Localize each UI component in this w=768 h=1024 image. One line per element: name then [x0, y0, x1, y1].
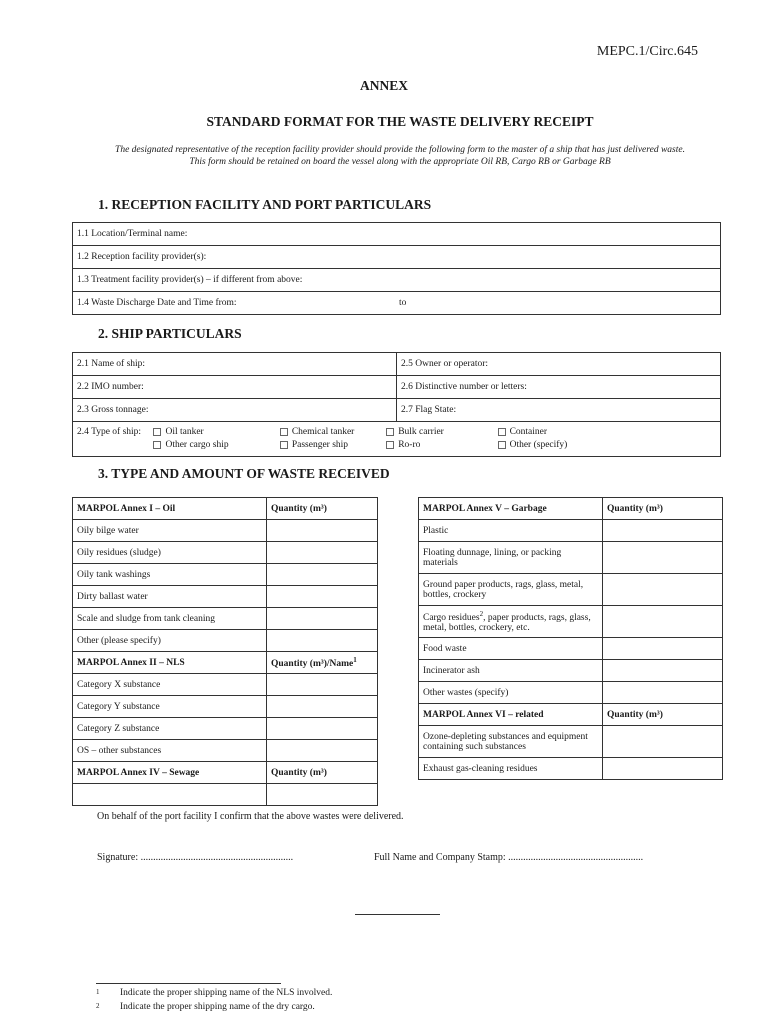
location-field[interactable]: 1.1 Location/Terminal name: [73, 223, 721, 246]
checkbox-icon[interactable] [498, 441, 506, 449]
waste-item: Category Z substance [73, 718, 267, 740]
oil-tanker-option[interactable]: Oil tanker [153, 427, 203, 437]
ship-particulars-table [72, 352, 721, 457]
waste-item: Ozone-depleting substances and equipment containing such substances [419, 726, 603, 758]
annex-6-heading: MARPOL Annex VI – related [419, 704, 603, 726]
waste-table-left [72, 497, 378, 806]
checkbox-icon[interactable] [498, 428, 506, 436]
quantity-cell[interactable] [267, 608, 378, 630]
quantity-cell[interactable] [267, 740, 378, 762]
reception-facility-table [72, 222, 721, 315]
intro-line-2: This form should be retained on board the vessel along with the appropriate Oil RB, Cargo RB or Garbage RB [189, 156, 611, 167]
checkbox-icon[interactable] [153, 441, 161, 449]
ro-ro-option[interactable]: Ro-ro [386, 440, 420, 450]
quantity-cell[interactable] [603, 638, 723, 660]
footnote-mark: 1 [96, 988, 100, 996]
waste-item: Other wastes (specify) [419, 682, 603, 704]
footnote-divider [96, 983, 281, 984]
waste-item: Category Y substance [73, 696, 267, 718]
waste-item: Oily residues (sludge) [73, 542, 267, 564]
bulk-carrier-option[interactable]: Bulk carrier [386, 427, 444, 437]
checkbox-icon[interactable] [386, 428, 394, 436]
quantity-cell[interactable] [267, 630, 378, 652]
waste-item: OS – other substances [73, 740, 267, 762]
quantity-heading: Quantity (m³) [603, 704, 723, 726]
ship-type-row [73, 422, 721, 457]
waste-item: Exhaust gas-cleaning residues [419, 758, 603, 780]
signature-line [355, 914, 440, 915]
container-option[interactable]: Container [498, 427, 547, 437]
section-2-title: 2. SHIP PARTICULARS [98, 326, 242, 341]
chemical-tanker-option[interactable]: Chemical tanker [280, 427, 355, 437]
signature-field[interactable]: Signature: ............................................................. [97, 852, 294, 863]
quantity-cell[interactable] [267, 586, 378, 608]
quantity-cell[interactable] [603, 520, 723, 542]
company-stamp-field[interactable]: Full Name and Company Stamp: ...................................................... [374, 852, 644, 863]
waste-item: Plastic [419, 520, 603, 542]
waste-item: Floating dunnage, lining, or packing materials [419, 542, 603, 574]
waste-item: Scale and sludge from tank cleaning [73, 608, 267, 630]
quantity-cell[interactable] [267, 542, 378, 564]
waste-item: Other (please specify) [73, 630, 267, 652]
waste-item: Oily tank washings [73, 564, 267, 586]
waste-item: Food waste [419, 638, 603, 660]
waste-item: Incinerator ash [419, 660, 603, 682]
quantity-heading: Quantity (m³) [603, 498, 723, 520]
footnote-1 [96, 988, 333, 1001]
ship-name-field[interactable]: 2.1 Name of ship: [73, 353, 397, 376]
reception-provider-field[interactable]: 1.2 Reception facility provider(s): [73, 246, 721, 269]
footnote-mark: 2 [479, 609, 484, 618]
quantity-cell[interactable] [267, 784, 378, 806]
flag-state-field[interactable]: 2.7 Flag State: [397, 399, 721, 422]
quantity-cell[interactable] [267, 564, 378, 586]
passenger-ship-option[interactable]: Passenger ship [280, 440, 348, 450]
quantity-cell[interactable] [603, 542, 723, 574]
waste-item: Category X substance [73, 674, 267, 696]
quantity-cell[interactable] [267, 696, 378, 718]
treatment-provider-field[interactable]: 1.3 Treatment facility provider(s) – if different from above: [73, 269, 721, 292]
quantity-cell[interactable] [603, 726, 723, 758]
quantity-cell[interactable] [603, 660, 723, 682]
footnote-mark: 1 [353, 655, 357, 664]
gross-tonnage-field[interactable]: 2.3 Gross tonnage: [73, 399, 397, 422]
checkbox-icon[interactable] [280, 428, 288, 436]
quantity-cell[interactable] [603, 606, 723, 638]
other-type-option[interactable]: Other (specify) [498, 440, 568, 450]
distinctive-number-field[interactable]: 2.6 Distinctive number or letters: [397, 376, 721, 399]
annex-5-heading: MARPOL Annex V – Garbage [419, 498, 603, 520]
checkbox-icon[interactable] [386, 441, 394, 449]
quantity-cell[interactable] [603, 758, 723, 780]
quantity-cell[interactable] [603, 574, 723, 606]
discharge-date-field[interactable] [73, 292, 721, 315]
waste-item: Cargo residues$^2$, paper products, rags, glass, metal, bottles, crockery, etc. [419, 606, 603, 638]
document-reference: MEPC.1/Circ.645 [596, 44, 698, 59]
sewage-cell[interactable] [73, 784, 267, 806]
ship-type-label: 2.4 Type of ship: [77, 427, 142, 437]
waste-table-right [418, 497, 723, 780]
intro-line-1: The designated representative of the reception facility provider should provide the following form to the master of a ship that has just delivered waste. [115, 145, 685, 155]
confirmation-text: On behalf of the port facility I confirm that the above wastes were delivered. [97, 811, 404, 822]
section-3-title: 3. TYPE AND AMOUNT OF WASTE RECEIVED [98, 466, 390, 481]
checkbox-icon[interactable] [280, 441, 288, 449]
quantity-cell[interactable] [267, 520, 378, 542]
quantity-cell[interactable] [603, 682, 723, 704]
footnote-mark: 2 [96, 1002, 100, 1010]
quantity-cell[interactable] [267, 718, 378, 740]
imo-number-field[interactable]: 2.2 IMO number: [73, 376, 397, 399]
footnote-text: Indicate the proper shipping name of the NLS involved. [120, 988, 333, 998]
annex-4-heading: MARPOL Annex IV – Sewage [73, 762, 267, 784]
annex-1-heading: MARPOL Annex I – Oil [73, 498, 267, 520]
quantity-cell[interactable] [267, 674, 378, 696]
annex-2-heading: MARPOL Annex II – NLS [73, 652, 267, 674]
waste-item: Ground paper products, rags, glass, metal, bottles, crockery [419, 574, 603, 606]
footnote-2 [96, 1002, 315, 1015]
waste-item: Oily bilge water [73, 520, 267, 542]
quantity-name-heading: Quantity (m³)/Name$^1$ [267, 652, 378, 674]
quantity-heading: Quantity (m³) [267, 762, 378, 784]
waste-item: Dirty ballast water [73, 586, 267, 608]
discharge-to-label: to [398, 298, 407, 308]
intro-text [95, 145, 705, 168]
quantity-heading: Quantity (m³) [267, 498, 378, 520]
checkbox-icon[interactable] [153, 428, 161, 436]
footnote-text: Indicate the proper shipping name of the dry cargo. [120, 1002, 315, 1012]
discharge-from-label: 1.4 Waste Discharge Date and Time from: [77, 298, 237, 308]
owner-field[interactable]: 2.5 Owner or operator: [397, 353, 721, 376]
section-1-title: 1. RECEPTION FACILITY AND PORT PARTICULARS [98, 197, 432, 212]
other-cargo-option[interactable]: Other cargo ship [153, 440, 228, 450]
annex-heading: ANNEX [359, 78, 408, 93]
document-title: STANDARD FORMAT FOR THE WASTE DELIVERY RECEIPT [206, 114, 594, 129]
